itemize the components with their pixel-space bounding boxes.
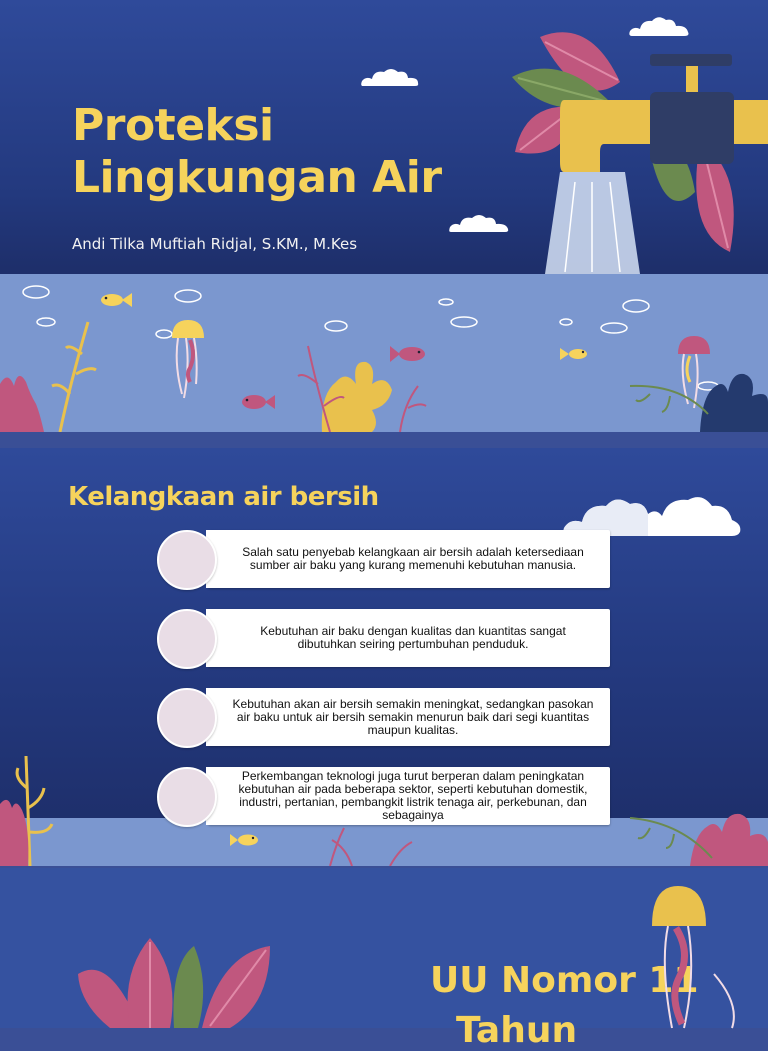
info-card-bullet [157, 530, 217, 590]
leaf-cluster [70, 934, 310, 1028]
info-card-text: Salah satu penyebab kelangkaan air bersih adalah ketersediaan sumber air baku yang kurang memenuhi kebutuhan manusia. [242, 545, 584, 572]
info-card-text: Kebutuhan air baku dengan kualitas dan kuantitas sangat dibutuhkan seiring pertumbuhan penduduk. [260, 624, 566, 651]
slide-heading: UU Nomor 11 [430, 960, 699, 1001]
slide-divider [0, 432, 768, 448]
slide-heading: Kelangkaan air bersih [68, 482, 379, 512]
leaf-icon [173, 946, 203, 1028]
info-card-bullet [157, 688, 217, 748]
title-line-2: Lingkungan Air [72, 152, 442, 203]
page-title [72, 100, 442, 204]
info-card-bullet [157, 609, 217, 669]
underwater-scene [0, 274, 768, 432]
info-card [208, 609, 610, 667]
slide-title [0, 0, 768, 432]
info-card-text: Perkembangan teknologi juga turut berperan dalam peningkatan kebutuhan air pada beberapa sektor, seperti kebutuhan domestik, industri, pertanian, pembangkit listrik tenaga air, perkebunan, dan sebagainya [238, 769, 588, 822]
info-card [208, 767, 610, 825]
slide-uu [0, 868, 768, 1051]
info-card [208, 688, 610, 746]
slide-heading-line-2: Tahun [456, 1010, 578, 1051]
faucet-illustration [500, 22, 768, 282]
info-card-text: Kebutuhan akan air bersih semakin meningkat, sedangkan pasokan air baku untuk air bersih semakin menurun baik dari segi kuantitas maupun kualitas. [232, 696, 594, 737]
slide-kelangkaan [0, 448, 768, 866]
cloud-icon [360, 66, 420, 88]
title-line-1: Proteksi [72, 100, 274, 151]
author-name: Andi Tilka Muftiah Ridjal, S.KM., M.Kes [72, 235, 358, 253]
jellyfish-icon [648, 884, 748, 1028]
info-card [208, 530, 610, 588]
info-card-bullet [157, 767, 217, 827]
